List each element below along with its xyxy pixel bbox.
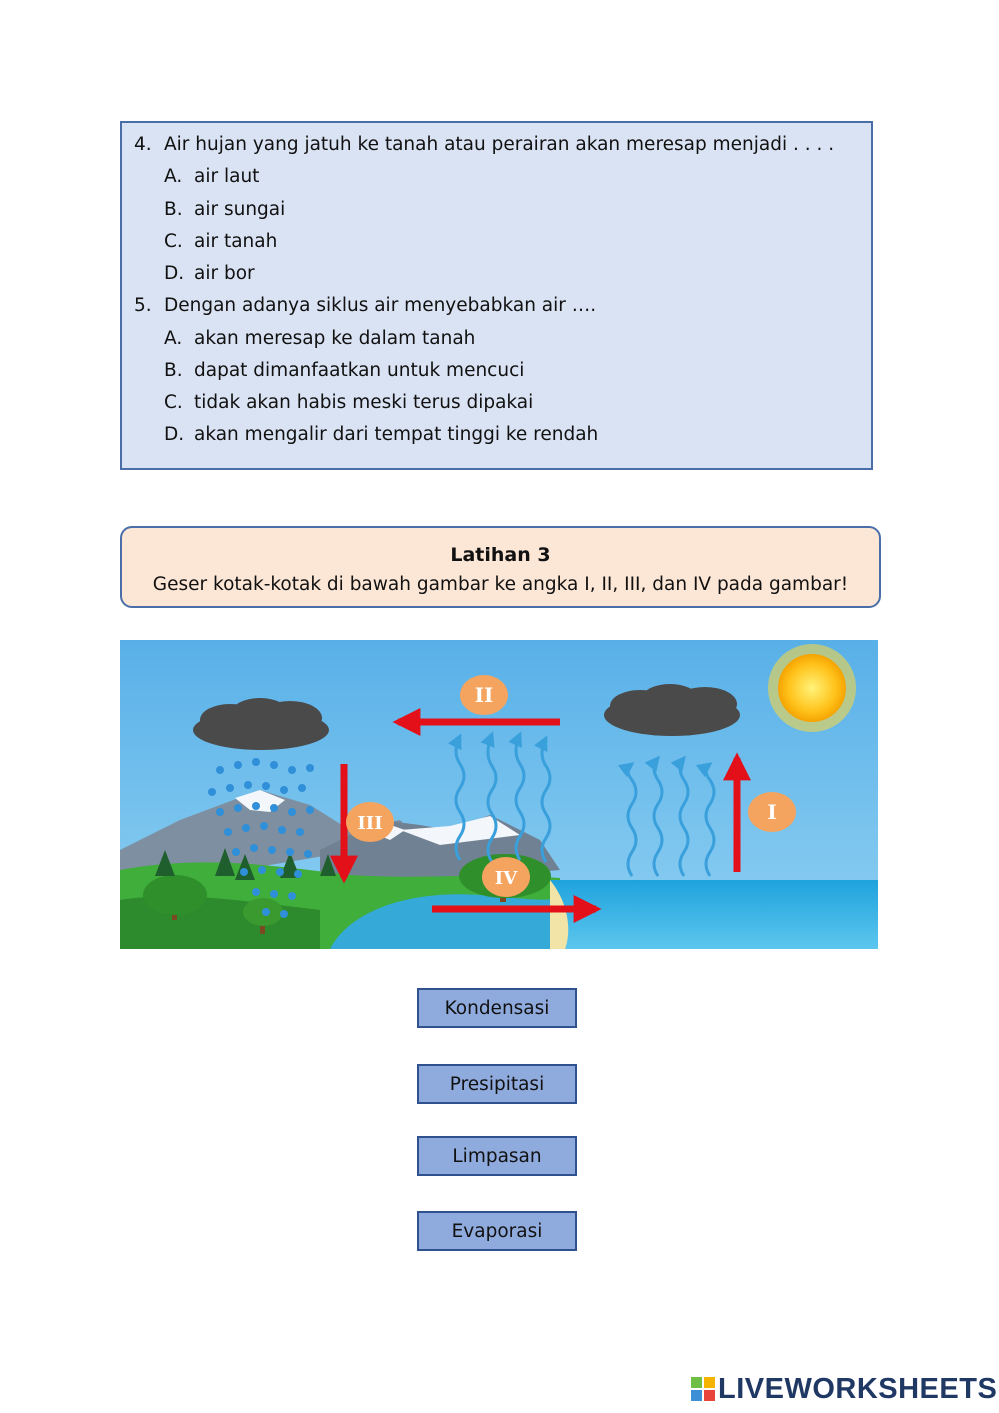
sea: [550, 880, 878, 949]
label-i: I: [767, 800, 777, 824]
question-box: 4. Air hujan yang jatuh ke tanah atau perairan akan meresap menjadi . . . . A. air laut B. air sungai C. air tanah D. air bor 5. Dengan adanya siklus air menyebabkan air …. A. akan meresap ke dalam tanah B. dapat dimanfaatkan untuk mencuci C. tidak akan habis meski terus dipakai D. akan mengalir dari tempat tinggi ke rendah: [120, 121, 873, 470]
label-ii: II: [474, 683, 494, 707]
logo-icon: [690, 1376, 716, 1402]
exercise-instruction: Geser kotak-kotak di bawah gambar ke angka I, II, III, dan IV pada gambar!: [152, 574, 849, 595]
drag-box-limpasan[interactable]: Limpasan: [417, 1136, 577, 1176]
drop-target-iii[interactable]: [346, 802, 394, 842]
drag-box-kondensasi[interactable]: Kondensasi: [417, 988, 577, 1028]
exercise-header: [120, 526, 881, 608]
drop-target-iv[interactable]: [482, 857, 530, 897]
liveworksheets-logo: [690, 1372, 998, 1406]
water-cycle-diagram: [120, 640, 878, 949]
sun-icon: [768, 644, 856, 732]
drag-box-evaporasi[interactable]: Evaporasi: [417, 1211, 577, 1251]
drop-target-ii[interactable]: [460, 675, 508, 715]
label-iv: IV: [494, 868, 518, 889]
drag-box-presipitasi[interactable]: Presipitasi: [417, 1064, 577, 1104]
label-iii: III: [357, 813, 383, 834]
logo-text: LIVEWORKSHEETS: [718, 1373, 998, 1405]
drop-target-i[interactable]: [748, 792, 796, 832]
exercise-title: Latihan 3: [450, 544, 551, 566]
